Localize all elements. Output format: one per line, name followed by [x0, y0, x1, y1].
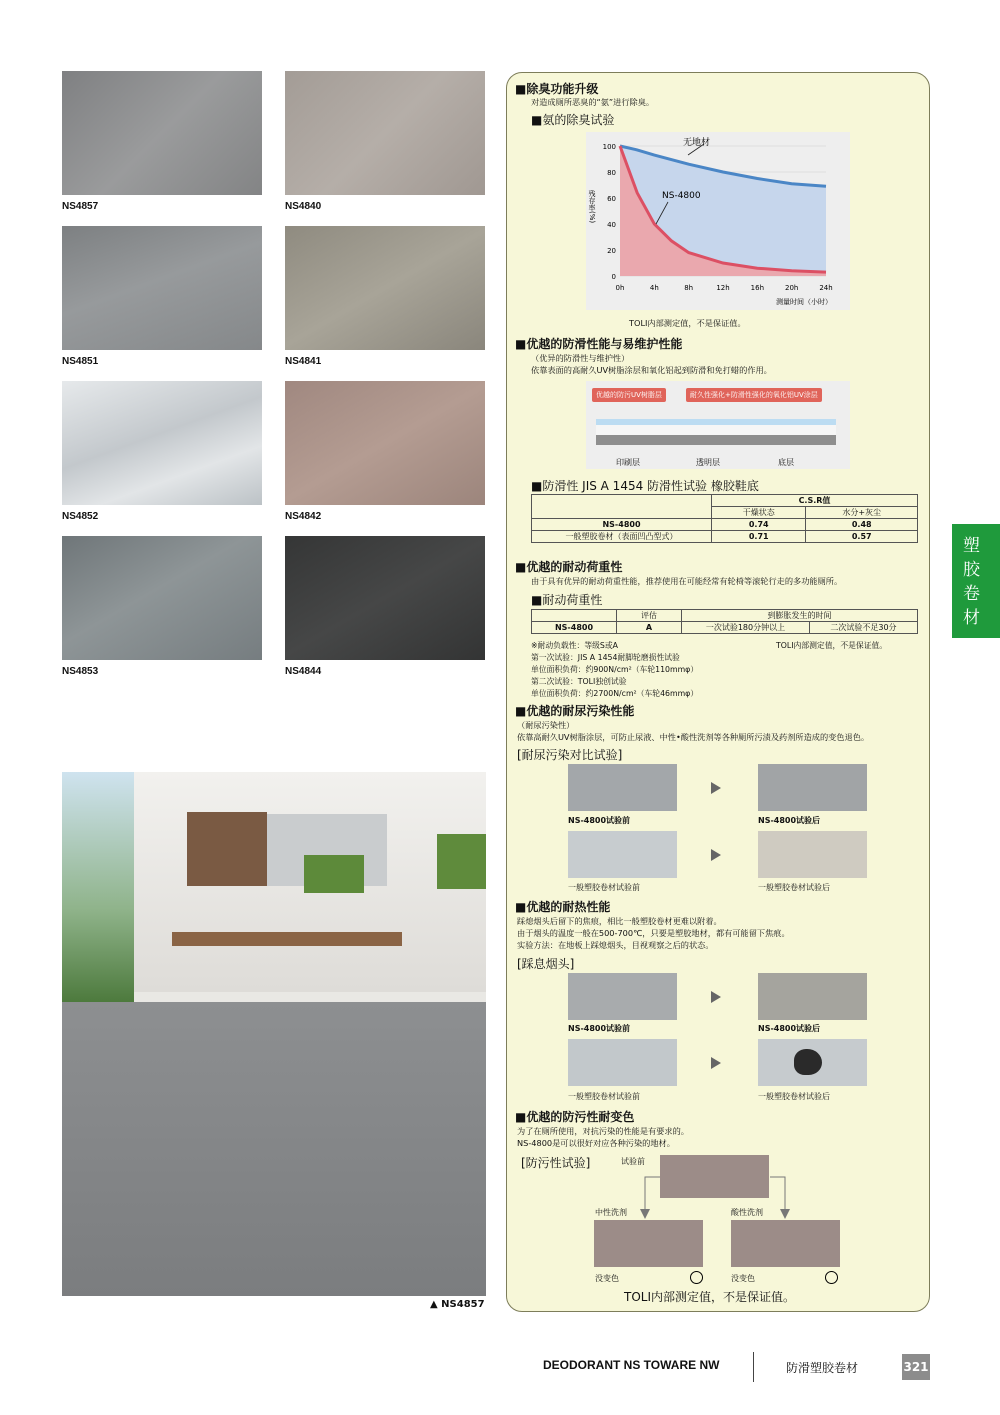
x-tick-label: 16h: [750, 284, 765, 292]
section-heat-desc: 由于烟头的温度一般在500-700℃，只要是塑胶地材，都有可能留下焦痕。: [517, 928, 790, 938]
stain-note: TOLI内部测定值，不是保证值。: [624, 1290, 796, 1304]
section-heat-desc: 踩熄烟头后留下的焦痕，相比一般塑胶卷材更难以附着。: [517, 916, 722, 926]
test-caption: NS-4800试验前: [568, 1024, 631, 1033]
footer-divider: [753, 1352, 754, 1382]
row-name: 一般塑胶卷材（表面凹凸型式）: [532, 531, 712, 543]
test-caption: 一般塑胶卷材试验前: [568, 1092, 640, 1101]
section-urine-desc: 依靠高耐久UV树脂涂层，可防止尿液、中性•酸性洗剂等各种厕所污渍及药剂所造成的变色退色。: [517, 732, 870, 742]
test-sample: [758, 831, 867, 878]
swatch-code: NS4841: [285, 356, 322, 367]
load-note: 第二次试验：TOLI独创试验: [531, 677, 627, 686]
col-wet: 水分+灰尘: [806, 507, 918, 519]
acid-label: 酸性洗剂: [731, 1208, 763, 1217]
cell-value: 0.71: [712, 531, 806, 543]
window: [62, 772, 134, 1002]
swatch-ns4842: [285, 381, 485, 505]
swatch-ns4852: [62, 381, 262, 505]
x-tick-label: 12h: [716, 284, 730, 292]
x-axis-label: 测量时间（小时）: [776, 298, 832, 306]
swatch-ns4857: [62, 71, 262, 195]
arrow-icon: [711, 991, 721, 1003]
col-dry: 干燥状态: [712, 507, 806, 519]
row-name: NS-4800: [532, 519, 712, 531]
ammonia-test-title: ■氨的除臭试验: [531, 113, 615, 127]
cell-time-1: 一次试验180分钟以上: [682, 622, 810, 634]
side-tab-label: 塑胶卷材: [963, 536, 980, 628]
test-sample: [568, 973, 677, 1020]
test-caption: NS-4800试验前: [568, 816, 631, 825]
antislip-table-title: ■防滑性 JIS A 1454 防滑性试验 橡胶鞋底: [531, 479, 759, 493]
label-base-layer: 底层: [778, 458, 794, 467]
side-tab: [952, 524, 1000, 638]
green-wall: [304, 855, 364, 893]
tag-uv-layer: 优越的防污UV树脂层: [592, 388, 666, 402]
test-caption: 一般塑胶卷材试验前: [568, 883, 640, 892]
swatch-code: NS4840: [285, 201, 322, 212]
col-time: 到膨胀发生的时间: [682, 610, 918, 622]
load-table-title: ■耐动荷重性: [531, 593, 603, 607]
section-load-desc: 由于具有优异的耐动荷重性能，推荐使用在可能经常有轮椅等滚轮行走的多功能厕所。: [531, 576, 843, 586]
layer-clear: [596, 425, 836, 435]
swatch-code: NS4842: [285, 511, 322, 522]
x-tick-label: 4h: [649, 284, 659, 292]
section-heat-title: ■优越的耐热性能: [515, 900, 611, 914]
green-wall: [437, 834, 486, 889]
swatch-code: NS4852: [62, 511, 99, 522]
x-tick-label: 20h: [784, 284, 799, 292]
arrow-icon: [711, 782, 721, 794]
cell-time-2: 二次试验不足30分: [809, 622, 917, 634]
footer-brand: DEODORANT NS TOWARE NW: [543, 1358, 720, 1372]
swatch-ns4844: [285, 536, 485, 660]
x-tick-label: 0h: [615, 284, 625, 292]
test-sample: [594, 1220, 703, 1267]
page-number: 321: [902, 1354, 930, 1380]
label-print-layer: 印刷层: [616, 458, 640, 467]
result-label: 没变色: [731, 1274, 755, 1283]
legend-no-flooring: 无地材: [683, 138, 711, 148]
tag-alumina-layer: 耐久性强化+防滑性强化的氧化铝UV涂层: [686, 388, 822, 402]
before-label: 试验前: [621, 1157, 645, 1166]
y-axis-label: 残存率(%): [588, 190, 596, 224]
burn-mark: [794, 1049, 822, 1075]
section-urine-sub: （耐尿污染性）: [517, 720, 575, 730]
antislip-table: [531, 494, 918, 543]
y-tick-label: 0: [611, 273, 616, 281]
test-sample: [758, 973, 867, 1020]
test-sample: [758, 764, 867, 811]
section-load-title: ■优越的耐动荷重性: [515, 560, 623, 574]
section-stain-desc: 为了在厕所使用，对抗污染的性能是有要求的。: [517, 1126, 689, 1136]
swatch-ns4840: [285, 71, 485, 195]
swatch-ns4841: [285, 226, 485, 350]
legend-ns4800: NS-4800: [662, 191, 701, 201]
x-tick-label: 8h: [684, 284, 694, 292]
test-sample: [568, 1039, 677, 1086]
test-sample: [568, 764, 677, 811]
room-photo: [62, 772, 486, 1296]
load-table: [531, 609, 918, 634]
urine-test-label: [耐尿污染对比试验]: [517, 748, 623, 762]
neutral-label: 中性洗剂: [595, 1208, 627, 1217]
swatch-ns4851: [62, 226, 262, 350]
y-tick-label: 40: [607, 221, 616, 229]
row-name: NS-4800: [532, 622, 617, 634]
csr-header: C.S.R值: [712, 495, 918, 507]
photo-caption: ▲ NS4857: [430, 1299, 485, 1310]
label-clear-layer: 透明层: [696, 458, 720, 467]
section-antislip-sub: （优异的防滑性与维护性）: [531, 353, 630, 363]
load-note: 第一次试验：JIS A 1454耐脚轮磨损性试验: [531, 653, 680, 662]
mirror-cabinet: [187, 812, 267, 886]
arrow-icon: [711, 849, 721, 861]
test-caption: NS-4800试验后: [758, 816, 821, 825]
section-deodorant-desc: 对造成厕所恶臭的“氨”进行除臭。: [531, 97, 655, 107]
swatch-code: NS4853: [62, 666, 99, 677]
load-note-right: TOLI内部测定值，不是保证值。: [776, 641, 888, 650]
flow-arrows: [600, 1175, 800, 1225]
stain-test-label: [防污性试验]: [521, 1156, 591, 1170]
floor: [62, 1002, 486, 1296]
x-tick-label: 24h: [819, 284, 833, 292]
section-antislip-desc: 依靠表面的高耐久UV树脂涂层和氧化铝起到防滑和免打蜡的作用。: [531, 365, 772, 375]
y-tick-label: 100: [602, 143, 616, 151]
test-caption: 一般塑胶卷材试验后: [758, 1092, 830, 1101]
swatch-code: NS4851: [62, 356, 99, 367]
col-grade: 评估: [617, 610, 682, 622]
cell-value: 0.74: [712, 519, 806, 531]
test-caption: 一般塑胶卷材试验后: [758, 883, 830, 892]
result-label: 没变色: [595, 1274, 619, 1283]
section-stain-desc: NS-4800是可以很好对应各种污染的地材。: [517, 1138, 675, 1148]
swatch-code: NS4857: [62, 201, 99, 212]
test-caption: NS-4800试验后: [758, 1024, 821, 1033]
cell-grade: A: [617, 622, 682, 634]
test-sample: [758, 1039, 867, 1086]
test-sample: [568, 831, 677, 878]
cell-value: 0.48: [806, 519, 918, 531]
section-antislip-title: ■优越的防滑性能与易维护性能: [515, 337, 683, 351]
layer-base: [596, 435, 836, 445]
test-sample: [731, 1220, 840, 1267]
footer-category: 防滑塑胶卷材: [786, 1361, 859, 1375]
heat-test-label: [踩息烟头]: [517, 957, 575, 971]
counter: [172, 932, 402, 946]
load-note: 单位面积负荷：约2700N/cm²（车轮46mmφ）: [531, 689, 699, 698]
load-note: 单位面积负荷：约900N/cm²（车轮110mmφ）: [531, 665, 699, 674]
section-urine-title: ■优越的耐尿污染性能: [515, 704, 635, 718]
section-deodorant-title: ■除臭功能升级: [515, 82, 599, 96]
swatch-ns4853: [62, 536, 262, 660]
layer-diagram: [586, 381, 850, 469]
section-stain-title: ■优越的防污性耐变色: [515, 1110, 635, 1124]
ammonia-chart: [586, 132, 850, 310]
ammonia-note: TOLI内部测定值，不是保证值。: [629, 318, 746, 328]
y-tick-label: 60: [607, 195, 616, 203]
ok-circle-icon: [825, 1271, 838, 1284]
cell-value: 0.57: [806, 531, 918, 543]
y-tick-label: 20: [607, 247, 616, 255]
section-heat-desc: 实验方法：在地板上踩熄烟头，目视观察之后的状态。: [517, 940, 714, 950]
swatch-code: NS4844: [285, 666, 322, 677]
arrow-icon: [711, 1057, 721, 1069]
y-tick-label: 80: [607, 169, 616, 177]
ok-circle-icon: [690, 1271, 703, 1284]
load-note: ※耐动负载性：等级S或A: [531, 641, 618, 650]
